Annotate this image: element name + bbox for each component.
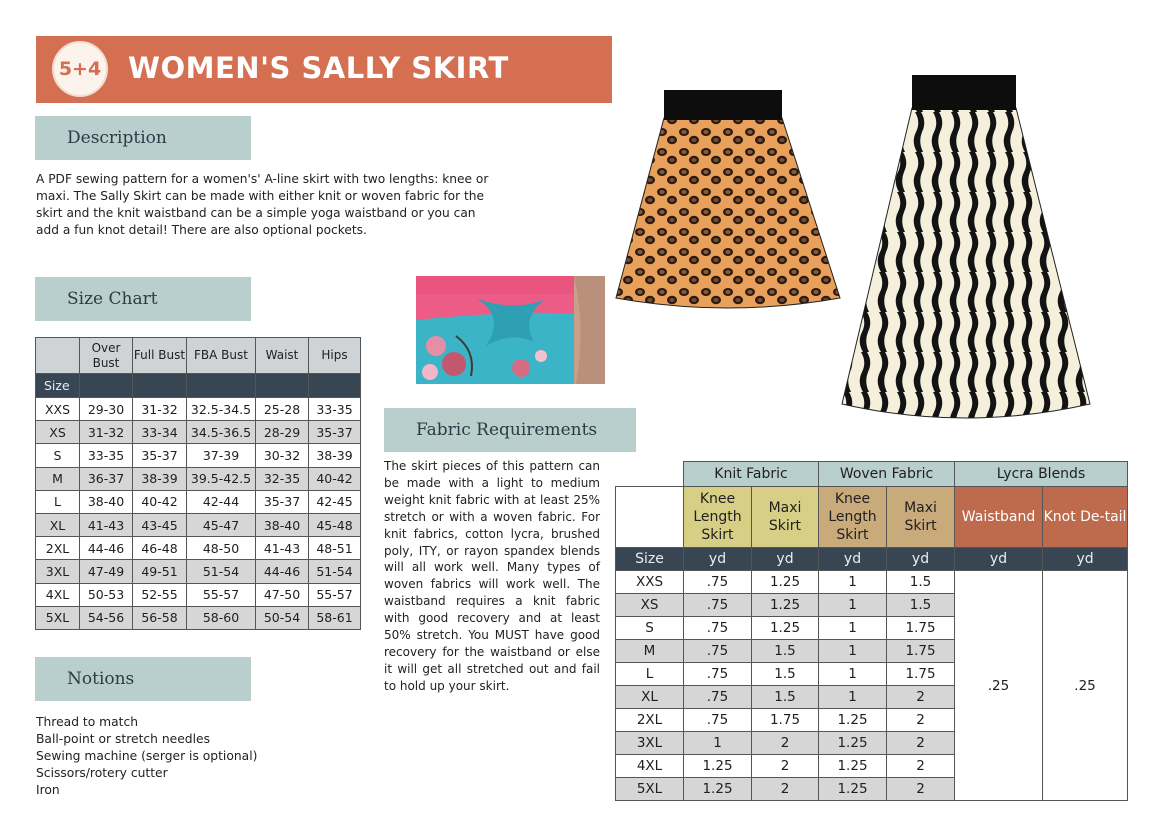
- fabric-yardage-cell: 1: [819, 640, 887, 663]
- size-chart-value-cell: 35-37: [133, 444, 187, 467]
- fabric-subheader-row: [616, 487, 1128, 548]
- fabric-yardage-cell: 1: [819, 571, 887, 594]
- fabric-yardage-cell: 2: [887, 686, 955, 709]
- size-chart-col-waist: Waist: [256, 338, 309, 374]
- size-chart-value-cell: 42-45: [309, 490, 361, 513]
- size-chart-col-blank: [36, 338, 80, 374]
- fabric-size-cell: 2XL: [616, 709, 684, 732]
- fabric-group-woven: Woven Fabric: [819, 462, 955, 487]
- fabric-requirements-text: The skirt pieces of this pattern can be made with a light to medium weight knit fabric with at least 25% stretch or with a woven fabric. For knit fabrics, cotton lycra, brushed poly, ITY, or rayon spandex blends will all work well. Many types of woven fabrics will work well. The waistband requires a knit fabric with good recovery and at least 50% stretch. You MUST have good recovery for the waistband or else it will get all stretched out and fail to hold up your skirt.: [384, 459, 600, 693]
- knot-detail-photo: [416, 276, 605, 384]
- knot-detail-yardage-cell: .25: [1043, 571, 1128, 801]
- notion-item: Sewing machine (serger is optional): [36, 749, 258, 763]
- size-chart-value-cell: 48-51: [309, 537, 361, 560]
- fabric-yardage-cell: .75: [684, 640, 752, 663]
- size-chart-dark-cell: [309, 374, 361, 398]
- fabric-size-cell: XL: [616, 686, 684, 709]
- fabric-col-knit-maxi: Maxi Skirt: [752, 487, 819, 548]
- fabric-yardage-cell: 1.25: [752, 594, 819, 617]
- size-chart-value-cell: 41-43: [80, 513, 133, 536]
- size-chart-value-cell: 33-35: [80, 444, 133, 467]
- size-chart-value-cell: 48-50: [187, 537, 256, 560]
- size-chart-value-cell: 39.5-42.5: [187, 467, 256, 490]
- fabric-yardage-cell: .75: [684, 686, 752, 709]
- waistband-yardage-cell: .25: [955, 571, 1043, 801]
- fabric-group-row: [616, 462, 1128, 487]
- fabric-yardage-cell: 2: [887, 778, 955, 801]
- fabric-unit-label: yd: [819, 548, 887, 571]
- size-chart-value-cell: 46-48: [133, 537, 187, 560]
- size-chart-value-cell: 32-35: [256, 467, 309, 490]
- size-chart-value-cell: 55-57: [187, 583, 256, 606]
- notion-item: Ball-point or stretch needles: [36, 732, 210, 746]
- fabric-yardage-cell: 2: [887, 732, 955, 755]
- fabric-col-woven-knee: Knee Length Skirt: [819, 487, 887, 548]
- fabric-size-cell: M: [616, 640, 684, 663]
- fabric-requirements-table: [615, 461, 1128, 801]
- size-chart-value-cell: 58-61: [309, 606, 361, 629]
- fabric-yardage-cell: 1: [819, 663, 887, 686]
- size-chart-size-cell: XXS: [36, 398, 80, 421]
- fabric-size-cell: XS: [616, 594, 684, 617]
- fabric-yardage-cell: 1.5: [752, 686, 819, 709]
- fabric-yardage-cell: 2: [887, 709, 955, 732]
- fabric-yardage-cell: 1.25: [684, 755, 752, 778]
- fabric-size-cell: 3XL: [616, 732, 684, 755]
- size-chart-size-cell: XS: [36, 421, 80, 444]
- size-chart-value-cell: 37-39: [187, 444, 256, 467]
- size-chart-row: [36, 537, 361, 560]
- fabric-size-cell: XXS: [616, 571, 684, 594]
- size-chart-value-cell: 44-46: [80, 537, 133, 560]
- size-chart-value-cell: 36-37: [80, 467, 133, 490]
- size-chart-size-cell: M: [36, 467, 80, 490]
- size-chart-value-cell: 32.5-34.5: [187, 398, 256, 421]
- size-chart-value-cell: 31-32: [80, 421, 133, 444]
- size-chart-value-cell: 55-57: [309, 583, 361, 606]
- fabric-yardage-cell: 1.5: [752, 663, 819, 686]
- fabric-unit-label: yd: [752, 548, 819, 571]
- fabric-subheader-blank: [616, 487, 684, 548]
- size-chart-size-cell: 3XL: [36, 560, 80, 583]
- fabric-requirements-heading: Fabric Requirements: [384, 408, 636, 452]
- fabric-yardage-cell: 1.25: [819, 755, 887, 778]
- fabric-yardage-cell: 1.75: [887, 617, 955, 640]
- description-text: A PDF sewing pattern for a women's' A-line skirt with two lengths: knee or maxi. The Sally Skirt can be made with either knit or woven fabric for the skirt and the knit waistband can be a simple yoga waistband or you can add a fun knot detail! There are also optional pockets.: [36, 172, 489, 237]
- size-chart-row: [36, 398, 361, 421]
- size-chart-size-cell: S: [36, 444, 80, 467]
- fabric-yardage-cell: 1.75: [887, 640, 955, 663]
- leopard-knee-skirt-illustration: [612, 86, 844, 316]
- fabric-yardage-cell: 1.25: [819, 778, 887, 801]
- size-chart-row: [36, 490, 361, 513]
- size-chart-value-cell: 33-34: [133, 421, 187, 444]
- size-chart-col-fba-bust: FBA Bust: [187, 338, 256, 374]
- size-chart-col-hips: Hips: [309, 338, 361, 374]
- fabric-yardage-cell: .75: [684, 617, 752, 640]
- size-chart-value-cell: 34.5-36.5: [187, 421, 256, 444]
- fabric-col-knit-knee: Knee Length Skirt: [684, 487, 752, 548]
- size-chart-size-label: Size: [36, 374, 80, 398]
- fabric-yardage-cell: 2: [887, 755, 955, 778]
- size-chart-value-cell: 28-29: [256, 421, 309, 444]
- size-chart-value-cell: 50-54: [256, 606, 309, 629]
- notion-item: Thread to match: [36, 715, 139, 729]
- size-chart-value-cell: 45-48: [309, 513, 361, 536]
- size-chart-size-cell: XL: [36, 513, 80, 536]
- size-chart-value-cell: 31-32: [133, 398, 187, 421]
- fabric-yardage-cell: 2: [752, 732, 819, 755]
- size-chart-row: [36, 583, 361, 606]
- size-chart-value-cell: 35-37: [256, 490, 309, 513]
- fabric-yardage-cell: .75: [684, 709, 752, 732]
- fabric-yardage-cell: 1.25: [684, 778, 752, 801]
- fabric-size-cell: S: [616, 617, 684, 640]
- notion-item: Scissors/rotery cutter: [36, 766, 168, 780]
- fabric-size-label: Size: [616, 548, 684, 571]
- size-chart-value-cell: 35-37: [309, 421, 361, 444]
- size-chart-size-row: [36, 374, 361, 398]
- size-chart-header-row: [36, 338, 361, 374]
- page-title: WOMEN'S SALLY SKIRT: [128, 51, 509, 85]
- fabric-unit-label: yd: [1043, 548, 1128, 571]
- size-chart-dark-cell: [133, 374, 187, 398]
- size-chart-dark-cell: [80, 374, 133, 398]
- size-chart-value-cell: 56-58: [133, 606, 187, 629]
- brand-logo: [52, 41, 108, 97]
- size-chart-value-cell: 41-43: [256, 537, 309, 560]
- size-chart-row: [36, 421, 361, 444]
- size-chart-value-cell: 38-40: [256, 513, 309, 536]
- size-chart-row: [36, 444, 361, 467]
- size-chart-size-cell: 2XL: [36, 537, 80, 560]
- fabric-corner-cell: [616, 462, 684, 487]
- size-chart-value-cell: 47-50: [256, 583, 309, 606]
- size-chart-value-cell: 52-55: [133, 583, 187, 606]
- fabric-yardage-cell: .75: [684, 571, 752, 594]
- fabric-unit-label: yd: [684, 548, 752, 571]
- fabric-group-knit: Knit Fabric: [684, 462, 819, 487]
- fabric-size-cell: L: [616, 663, 684, 686]
- size-chart-dark-cell: [256, 374, 309, 398]
- size-chart-value-cell: 50-53: [80, 583, 133, 606]
- fabric-yardage-cell: 1.25: [819, 709, 887, 732]
- fabric-yardage-cell: 1.25: [819, 732, 887, 755]
- size-chart-value-cell: 51-54: [309, 560, 361, 583]
- fabric-row: [616, 571, 1128, 594]
- fabric-yardage-cell: 2: [752, 778, 819, 801]
- fabric-size-cell: 4XL: [616, 755, 684, 778]
- fabric-yardage-cell: 1.5: [752, 640, 819, 663]
- size-chart-value-cell: 47-49: [80, 560, 133, 583]
- fabric-yardage-cell: 1: [819, 594, 887, 617]
- fabric-col-waistband: Waistband: [955, 487, 1043, 548]
- fabric-size-cell: 5XL: [616, 778, 684, 801]
- fabric-yardage-cell: .75: [684, 663, 752, 686]
- fabric-yardage-cell: 1.5: [887, 594, 955, 617]
- knot-detail-photo-art: [416, 276, 605, 384]
- size-chart-value-cell: 45-47: [187, 513, 256, 536]
- fabric-yardage-cell: 1: [819, 617, 887, 640]
- size-chart-value-cell: 44-46: [256, 560, 309, 583]
- size-chart-table: [35, 337, 361, 630]
- fabric-yardage-cell: 1.5: [887, 571, 955, 594]
- size-chart-value-cell: 51-54: [187, 560, 256, 583]
- fabric-yardage-cell: 1.25: [752, 617, 819, 640]
- fabric-yardage-cell: 1: [819, 686, 887, 709]
- size-chart-row: [36, 467, 361, 490]
- notion-item: Iron: [36, 783, 60, 797]
- fabric-unit-label: yd: [955, 548, 1043, 571]
- size-chart-dark-cell: [187, 374, 256, 398]
- size-chart-value-cell: 40-42: [309, 467, 361, 490]
- size-chart-value-cell: 58-60: [187, 606, 256, 629]
- size-chart-value-cell: 38-39: [133, 467, 187, 490]
- size-chart-col-full-bust: Full Bust: [133, 338, 187, 374]
- fabric-yardage-cell: 1.75: [752, 709, 819, 732]
- size-chart-value-cell: 30-32: [256, 444, 309, 467]
- size-chart-size-cell: 4XL: [36, 583, 80, 606]
- fabric-group-lycra: Lycra Blends: [955, 462, 1128, 487]
- size-chart-row: [36, 560, 361, 583]
- fabric-yardage-cell: 1.25: [752, 571, 819, 594]
- size-chart-size-cell: L: [36, 490, 80, 513]
- fabric-yardage-cell: 1.75: [887, 663, 955, 686]
- size-chart-value-cell: 25-28: [256, 398, 309, 421]
- size-chart-row: [36, 606, 361, 629]
- fabric-col-woven-maxi: Maxi Skirt: [887, 487, 955, 548]
- fabric-unit-label: yd: [887, 548, 955, 571]
- size-chart-value-cell: 54-56: [80, 606, 133, 629]
- size-chart-value-cell: 42-44: [187, 490, 256, 513]
- size-chart-value-cell: 49-51: [133, 560, 187, 583]
- size-chart-row: [36, 513, 361, 536]
- zebra-maxi-skirt-illustration: [840, 72, 1092, 424]
- fabric-unit-row: [616, 548, 1128, 571]
- logo-text: 5+4: [58, 58, 102, 80]
- fabric-col-knot-detail: Knot De-tail: [1043, 487, 1128, 548]
- fabric-yardage-cell: 2: [752, 755, 819, 778]
- notions-heading: Notions: [35, 657, 251, 701]
- size-chart-value-cell: 43-45: [133, 513, 187, 536]
- size-chart-heading: Size Chart: [35, 277, 251, 321]
- size-chart-value-cell: 33-35: [309, 398, 361, 421]
- description-heading: Description: [35, 116, 251, 160]
- size-chart-value-cell: 29-30: [80, 398, 133, 421]
- size-chart-value-cell: 40-42: [133, 490, 187, 513]
- fabric-yardage-cell: .75: [684, 594, 752, 617]
- size-chart-value-cell: 38-39: [309, 444, 361, 467]
- fabric-yardage-cell: 1: [684, 732, 752, 755]
- size-chart-size-cell: 5XL: [36, 606, 80, 629]
- notions-list: [36, 714, 257, 799]
- size-chart-col-over-bust: Over Bust: [80, 338, 133, 374]
- size-chart-value-cell: 38-40: [80, 490, 133, 513]
